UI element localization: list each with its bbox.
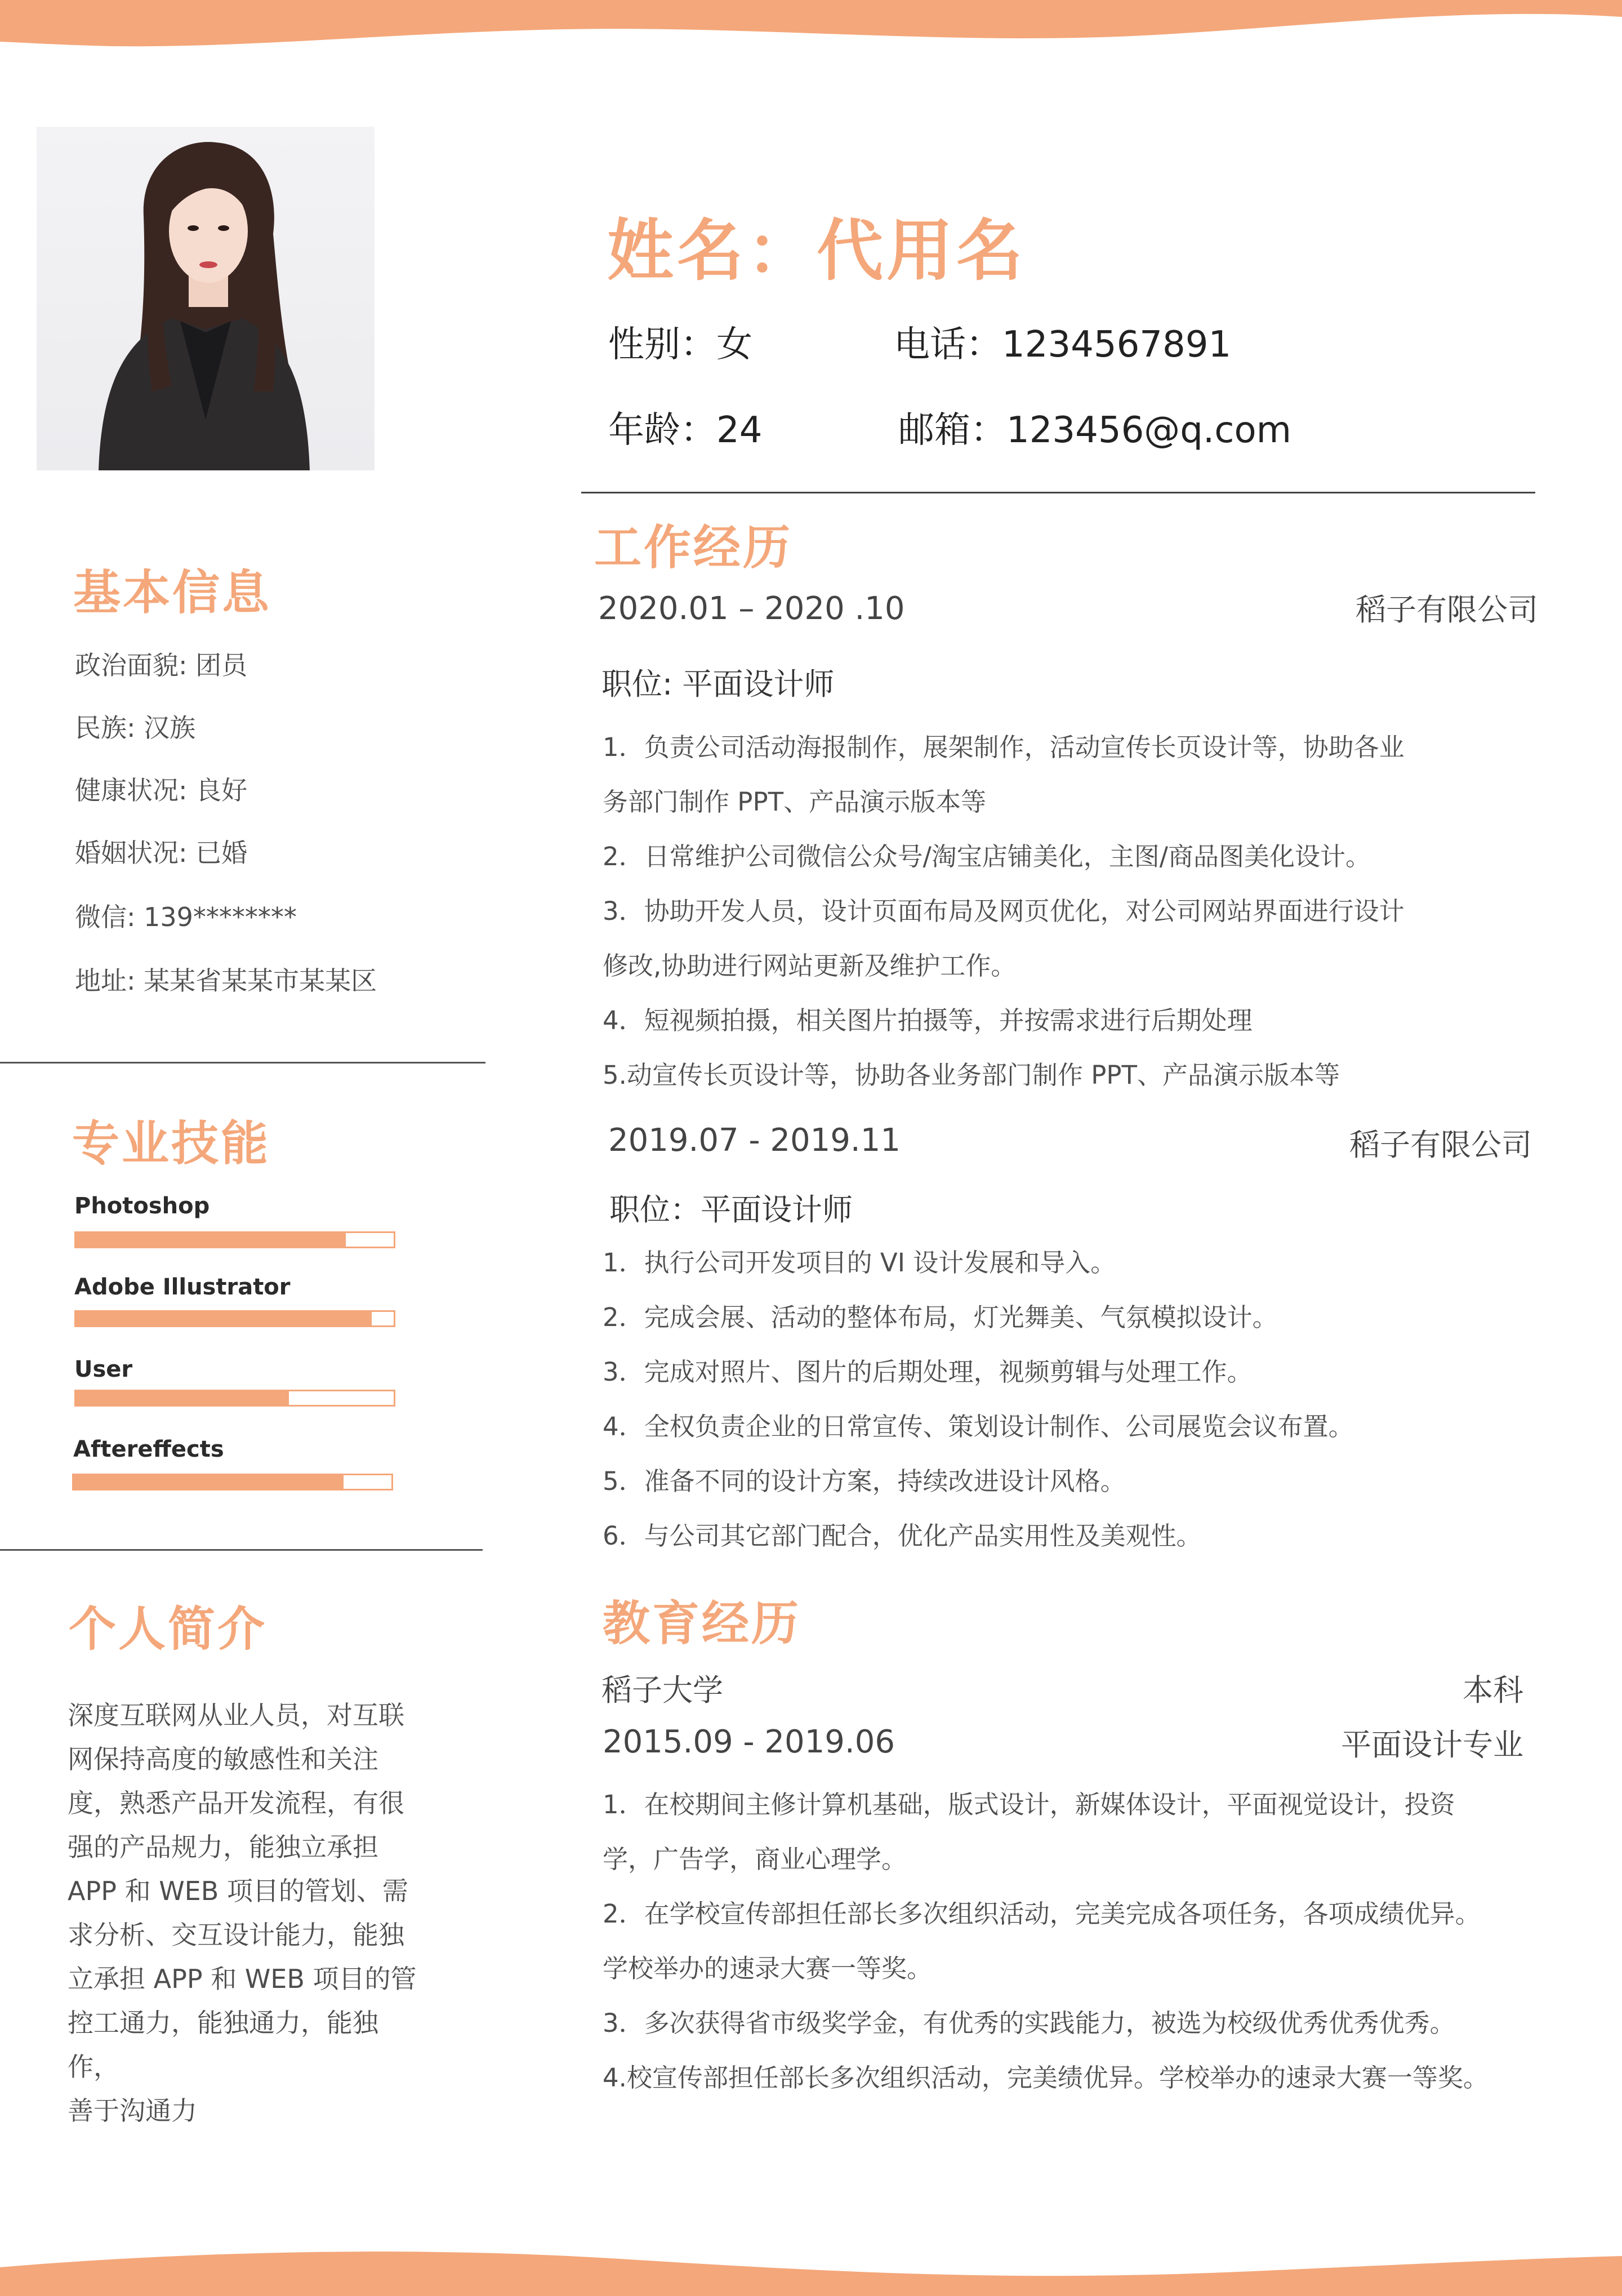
skill-bar-photoshop xyxy=(74,1231,395,1248)
intro-line: 强的产品规力，能独立承担 xyxy=(68,1832,378,1862)
job-1-position: 职位: 平面设计师 xyxy=(601,666,835,702)
skill-label-illustrator: Adobe Illustrator xyxy=(74,1274,291,1300)
intro-line: APP 和 WEB 项目的管划、需 xyxy=(68,1876,408,1906)
left-divider-1 xyxy=(0,1062,485,1064)
job-1-line: 4．短视频拍摄，相关图片拍摄等，并按需求进行后期处理 xyxy=(603,1005,1253,1035)
education-line: 4.校宣传部担任部长多次组织活动，完美绩优异。学校举办的速录大赛一等奖。 xyxy=(603,2063,1489,2093)
right-divider xyxy=(581,492,1535,493)
intro-line: 善于沟通力 xyxy=(68,2095,197,2126)
job-2-line: 5．准备不同的设计方案，持续改进设计风格。 xyxy=(603,1466,1126,1496)
age-field: 年龄：24 xyxy=(608,410,763,451)
education-line: 2．在学校宣传部担任部长多次组织活动，完美完成各项任务，各项成绩优异。 xyxy=(603,1899,1481,1929)
job-1-line: 修改,协助进行网站更新及维护工作。 xyxy=(603,951,1017,981)
basic-info-wechat: 微信: 139******** xyxy=(75,902,297,932)
education-line: 学校举办的速录大赛一等奖。 xyxy=(603,1954,933,1983)
intro-line: 求分析、交互设计能力，能独 xyxy=(68,1920,404,1950)
basic-info-political: 政治面貌: 团员 xyxy=(75,650,248,680)
profile-photo xyxy=(37,127,375,470)
education-title: 教育经历 xyxy=(603,1596,801,1651)
job-1-line: 2．日常维护公司微信公众号/淘宝店铺美化，主图/商品图美化设计。 xyxy=(603,842,1371,871)
basic-info-title: 基本信息 xyxy=(73,565,272,620)
job-2-position: 职位：平面设计师 xyxy=(609,1192,853,1227)
job-1-line: 1．负责公司活动海报制作，展架制作，活动宣传长页设计等，协助各业 xyxy=(603,732,1405,762)
intro-text xyxy=(68,1693,428,2133)
job-2-line: 6．与公司其它部门配合，优化产品实用性及美观性。 xyxy=(603,1521,1202,1551)
intro-line: 网保持高度的敏感性和关注 xyxy=(68,1744,378,1774)
phone-field: 电话：1234567891 xyxy=(894,324,1232,366)
education-degree: 本科 xyxy=(1463,1672,1523,1708)
education-date: 2015.09 - 2019.06 xyxy=(603,1724,895,1760)
intro-line: 度，熟悉产品开发流程，有很 xyxy=(68,1788,404,1818)
education-line: 学，广告学，商业心理学。 xyxy=(603,1844,907,1874)
email-field: 邮箱：123456@q.com xyxy=(898,410,1291,451)
left-divider-2 xyxy=(0,1549,483,1551)
skill-label-aftereffects: Aftereffects xyxy=(73,1436,224,1462)
basic-info-ethnicity: 民族: 汉族 xyxy=(75,713,196,743)
skill-bar-illustrator xyxy=(74,1310,395,1327)
skill-label-user: User xyxy=(74,1356,133,1382)
skills-title: 专业技能 xyxy=(72,1116,271,1171)
top-wave-decoration xyxy=(0,0,1622,51)
intro-line: 立承担 APP 和 WEB 项目的管 xyxy=(68,1964,417,1994)
job-1-line: 3．协助开发人员，设计页面布局及网页优化，对公司网站界面进行设计 xyxy=(603,896,1405,926)
education-line: 3．多次获得省市级奖学金，有优秀的实践能力，被选为校级优秀优秀优秀。 xyxy=(603,2008,1455,2038)
job-1-line: 务部门制作 PPT、产品演示版本等 xyxy=(603,787,987,817)
job-2-line: 3．完成对照片、图片的后期处理，视频剪辑与处理工作。 xyxy=(603,1357,1253,1387)
name-heading: 姓名：代用名 xyxy=(607,212,1027,290)
intro-title: 个人简介 xyxy=(69,1601,268,1657)
skill-label-photoshop: Photoshop xyxy=(74,1193,210,1219)
job-1-date: 2020.01 – 2020 .10 xyxy=(598,590,905,627)
skill-bar-aftereffects xyxy=(72,1474,393,1490)
gender-field: 性别：女 xyxy=(608,324,752,366)
education-major: 平面设计专业 xyxy=(1341,1727,1523,1763)
skill-bar-user xyxy=(74,1390,395,1407)
intro-line: 深度互联网从业人员，对互联 xyxy=(68,1700,404,1730)
job-1-line: 5.动宣传长页设计等，协助各业务部门制作 PPT、产品演示版本等 xyxy=(603,1060,1340,1090)
job-2-line: 1．执行公司开发项目的 VI 设计发展和导入。 xyxy=(603,1248,1116,1278)
education-school: 稻子大学 xyxy=(601,1672,723,1708)
job-2-line: 2．完成会展、活动的整体布局，灯光舞美、气氛模拟设计。 xyxy=(603,1302,1278,1332)
intro-line: 控工通力，能独通力，能独作， xyxy=(68,2008,378,2082)
work-title: 工作经历 xyxy=(594,520,793,575)
basic-info-health: 健康状况: 良好 xyxy=(75,775,248,806)
basic-info-address: 地址: 某某省某某市某某区 xyxy=(75,965,377,996)
bottom-wave-decoration xyxy=(0,2228,1622,2296)
job-1-company: 稻子有限公司 xyxy=(1356,592,1538,628)
job-2-date: 2019.07 - 2019.11 xyxy=(608,1122,901,1159)
education-line: 1．在校期间主修计算机基础，版式设计，新媒体设计，平面视觉设计，投资 xyxy=(603,1790,1455,1819)
job-2-company: 稻子有限公司 xyxy=(1349,1127,1532,1163)
job-2-line: 4．全权负责企业的日常宣传、策划设计制作、公司展览会议布置。 xyxy=(603,1412,1354,1441)
basic-info-marital: 婚姻状况: 已婚 xyxy=(75,838,248,868)
